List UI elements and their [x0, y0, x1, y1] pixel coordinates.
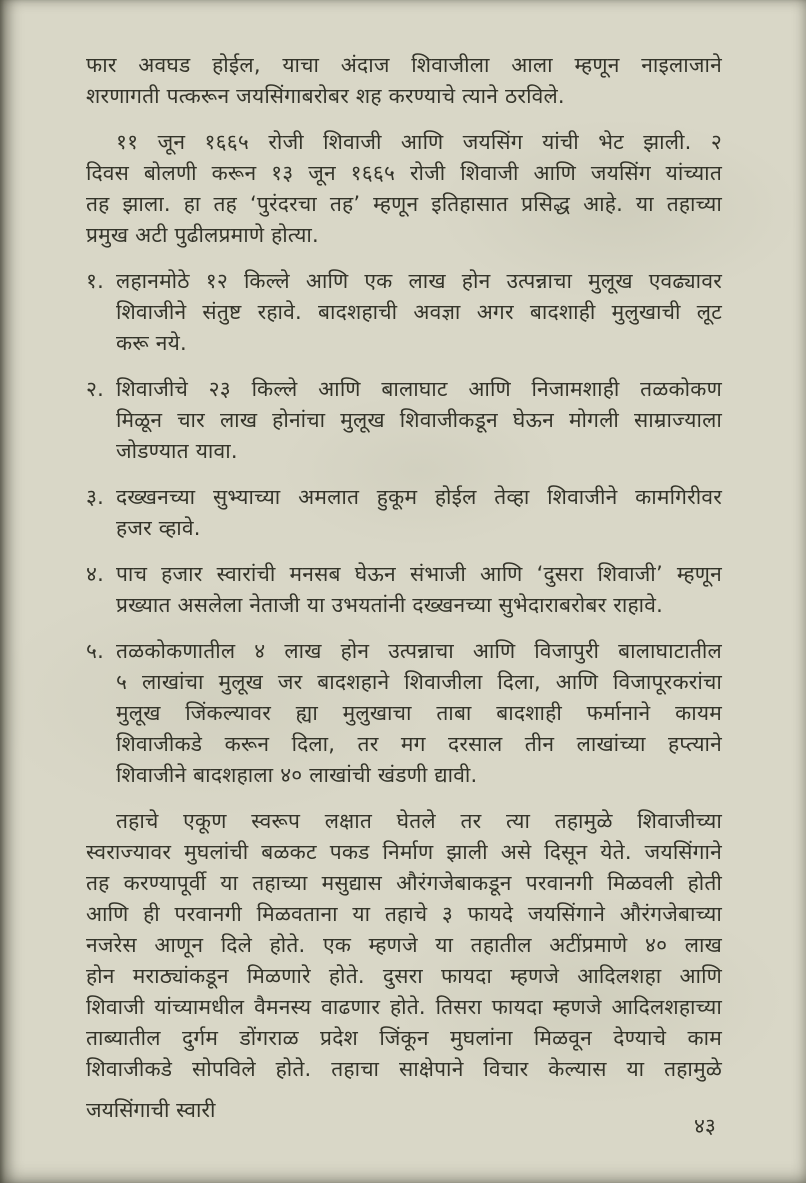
- text-line: तह करण्यापूर्वी या तहाच्या मसुद्यास औरंगजेबाकडून परवानगी मिळवली होती: [86, 871, 722, 895]
- text-line: होन मराठ्यांकडून मिळणारे होते. दुसरा फायदा म्हणजे आदिलशहा आणि: [86, 964, 722, 988]
- text-line: फार अवघड होईल, याचा अंदाज शिवाजीला आला म्हणून नाइलाजाने: [86, 53, 722, 77]
- text-line: जोडण्यात यावा.: [116, 439, 238, 463]
- list-item-text: [116, 374, 722, 467]
- text-line: पाच हजार स्वारांची मनसब घेऊन संभाजी आणि ‘दुसरा शिवाजी’ म्हणून: [116, 562, 722, 586]
- list-item: [86, 636, 722, 791]
- paragraph: [86, 127, 722, 251]
- text-line: प्रख्यात असलेला नेताजी या उभयतांनी दख्खनच्या सुभेदाराबरोबर राहावे.: [116, 593, 664, 617]
- text-line: लहानमोठे १२ किल्ले आणि एक लाख होन उत्पन्नाचा मुलूख एवढ्यावर: [116, 269, 722, 293]
- text-line: नजरेस आणून दिले होते. एक म्हणजे या तहातील अटींप्रमाणे ४० लाख: [86, 933, 722, 957]
- text-line: ५ लाखांचा मुलूख जर बादशहाने शिवाजीला दिला, आणि विजापूरकरांचा: [116, 670, 722, 694]
- list-item-text: [116, 559, 722, 621]
- text-line: तह झाला. हा तह ‘पुरंदरचा तह’ म्हणून इतिहासात प्रसिद्ध आहे. या तहाच्या: [86, 192, 722, 216]
- text-line: करू नये.: [116, 331, 187, 355]
- text-line: प्रमुख अटी पुढीलप्रमाणे होत्या.: [86, 223, 319, 247]
- list-item-number: २.: [86, 377, 104, 401]
- footer-section-title: जयसिंगाची स्वारी: [86, 1098, 216, 1122]
- list-item: [86, 374, 722, 467]
- text-line: तहाचे एकूण स्वरूप लक्षात घेतले तर त्या तहामुळे शिवाजीच्या: [116, 809, 722, 833]
- footer-page-number: ४३: [694, 1114, 716, 1138]
- text-line: शिवाजीचे २३ किल्ले आणि बालाघाट आणि निजामशाही तळकोकण: [116, 377, 722, 401]
- text-line: दिवस बोलणी करून १३ जून १६६५ रोजी शिवाजी आणि जयसिंग यांच्यात: [86, 161, 722, 185]
- text-line: मिळून चार लाख होनांचा मुलूख शिवाजीकडून घेऊन मोगली साम्राज्याला: [116, 408, 722, 432]
- list-item: [86, 482, 722, 544]
- list-item-text: [116, 636, 722, 791]
- text-line: शिवाजीने बादशहाला ४० लाखांची खंडणी द्यावी.: [116, 763, 478, 787]
- paragraph: [86, 50, 722, 112]
- list-item-text: [116, 266, 722, 359]
- list-item-number: ३.: [86, 485, 104, 509]
- list-item: [86, 559, 722, 621]
- list-item: [86, 266, 722, 359]
- text-line: स्वराज्यावर मुघलांची बळकट पकड निर्माण झाली असे दिसून येते. जयसिंगाने: [86, 840, 722, 864]
- paragraph: [86, 806, 722, 1085]
- list-item-number: ५.: [86, 639, 104, 663]
- text-line: शिवाजीने संतुष्ट रहावे. बादशहाची अवज्ञा अगर बादशाही मुलुखाची लूट: [116, 300, 722, 324]
- text-line: आणि ही परवानगी मिळवताना या तहाचे ३ फायदे जयसिंगाने औरंगजेबाच्या: [86, 902, 722, 926]
- text-line: हजर व्हावे.: [116, 516, 201, 540]
- text-line: मुलूख जिंकल्यावर ह्या मुलुखाचा ताबा बादशाही फर्मानाने कायम: [116, 701, 722, 725]
- text-line: तळकोकणातील ४ लाख होन उत्पन्नाचा आणि विजापुरी बालाघाटातील: [116, 639, 722, 663]
- text-block: [86, 50, 722, 1100]
- text-line: शिवाजीकडे सोपविले होते. तहाचा साक्षेपाने विचार केल्यास या तहामुळे: [86, 1057, 722, 1081]
- list-item-number: १.: [86, 269, 104, 293]
- text-line: ताब्यातील दुर्गम डोंगराळ प्रदेश जिंकून मुघलांना मिळवून देण्याचे काम: [86, 1026, 722, 1050]
- text-line: शिवाजीकडे करून दिला, तर मग दरसाल तीन लाखांच्या हप्त्याने: [116, 732, 722, 756]
- list-item-text: [116, 482, 722, 544]
- text-line: दख्खनच्या सुभ्याच्या अमलात हुकूम होईल तेव्हा शिवाजीने कामगिरीवर: [116, 485, 722, 509]
- list-item-number: ४.: [86, 562, 104, 586]
- text-line: शरणागती पत्करून जयसिंगाबरोबर शह करण्याचे त्याने ठरविले.: [86, 84, 565, 108]
- text-line: शिवाजी यांच्यामधील वैमनस्य वाढणार होते. तिसरा फायदा म्हणजे आदिलशहाच्या: [86, 995, 722, 1019]
- text-line: ११ जून १६६५ रोजी शिवाजी आणि जयसिंग यांची भेट झाली. २: [116, 130, 722, 154]
